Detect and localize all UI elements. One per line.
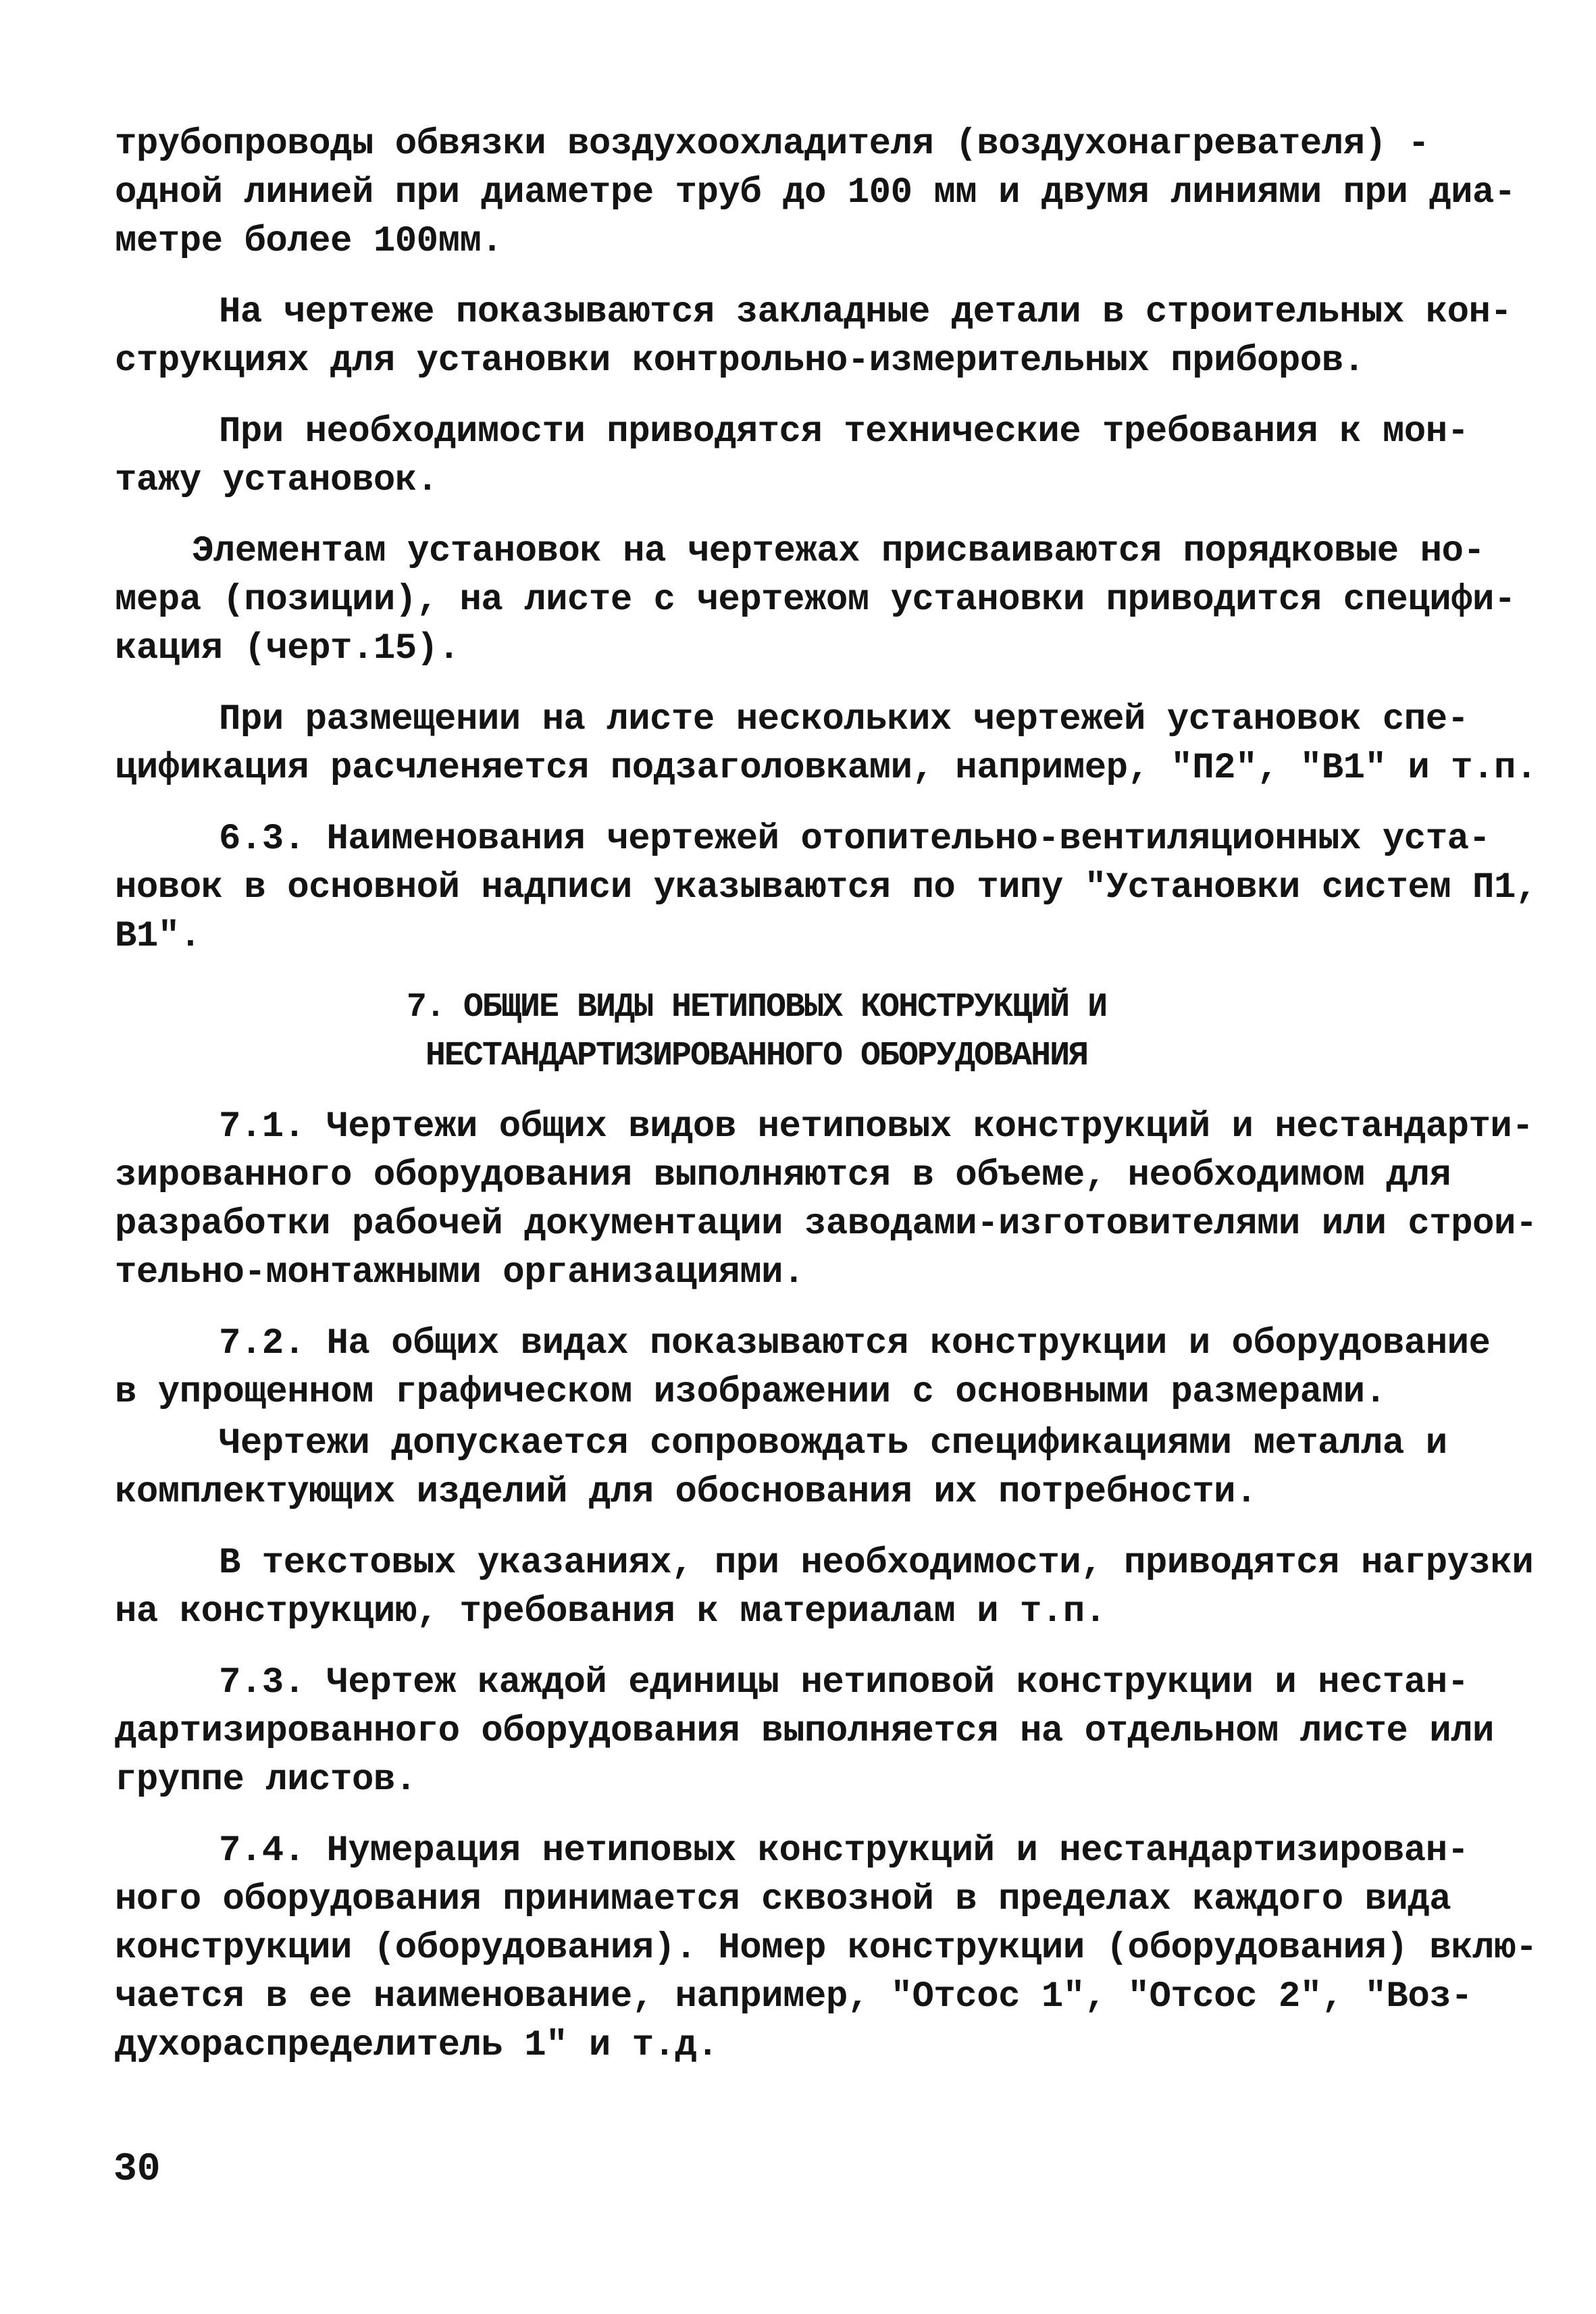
text-line: кация (черт.15). xyxy=(115,628,460,669)
text-line: 7.3. Чертеж каждой единицы нетиповой конструкции и нестан- xyxy=(219,1662,1469,1703)
page-number: 30 xyxy=(113,2148,161,2192)
paragraph xyxy=(115,1103,1537,1297)
text-line: струкциях для установки контрольно-измерительных приборов. xyxy=(115,340,1365,382)
text-line: новок в основной надписи указываются по типу "Установки систем П1, xyxy=(115,867,1537,908)
heading-line: НЕСТАНДАРТИЗИРОВАННОГО ОБОРУДОВАНИЯ xyxy=(425,1037,1088,1075)
paragraph xyxy=(115,288,1512,386)
paragraph xyxy=(115,1539,1534,1637)
text-line: тельно-монтажными организациями. xyxy=(115,1252,804,1293)
text-line: При размещении на листе нескольких чертежей установок спе- xyxy=(219,699,1469,740)
text-line: мера (позиции), на листе с чертежом установки приводится специфи- xyxy=(115,580,1516,621)
text-line: разработки рабочей документации заводами-изготовителями или строи- xyxy=(115,1204,1537,1245)
section-heading xyxy=(115,983,1499,1081)
text-line: Чертежи допускается сопровождать спецификациями металла и xyxy=(219,1423,1447,1464)
text-line: трубопроводы обвязки воздухоохладителя (воздухонагревателя) - xyxy=(115,124,1430,165)
text-line: На чертеже показываются закладные детали в строительных кон- xyxy=(219,292,1512,333)
text-line: духораспределитель 1" и т.д. xyxy=(115,2025,719,2066)
text-line: При необходимости приводятся технические требования к мон- xyxy=(219,411,1469,453)
paragraph xyxy=(115,815,1537,961)
text-line: Элементам установок на чертежах присваиваются порядковые но- xyxy=(192,531,1485,572)
paragraph xyxy=(115,528,1516,673)
text-line: в упрощенном графическом изображении с основными размерами. xyxy=(115,1372,1387,1413)
text-line: метре более 100мм. xyxy=(115,221,503,262)
paragraph xyxy=(115,1320,1499,1417)
text-line: одной линией при диаметре труб до 100 мм и двумя линиями при диа- xyxy=(115,172,1516,213)
text-line: группе листов. xyxy=(115,1759,417,1801)
text-line: на конструкцию, требования к материалам и т.п. xyxy=(115,1591,1106,1632)
text-line: 7.2. На общих видах показываются конструкции и оборудование xyxy=(219,1323,1491,1364)
text-line: чается в ее наименование, например, "Отсос 1", "Отсос 2", "Воз- xyxy=(115,1976,1473,2017)
text-line: В текстовых указаниях, при необходимости, приводятся нагрузки xyxy=(219,1543,1534,1584)
heading-line: 7. ОБЩИЕ ВИДЫ НЕТИПОВЫХ КОНСТРУКЦИЙ И xyxy=(406,988,1107,1027)
text-line: 7.4. Нумерация нетиповых конструкций и нестандартизирован- xyxy=(219,1830,1469,1872)
text-line: В1". xyxy=(115,916,201,957)
text-line: 6.3. Наименования чертежей отопительно-вентиляционных уста- xyxy=(219,819,1491,860)
text-line: тажу установок. xyxy=(115,460,438,501)
paragraph xyxy=(115,120,1516,266)
text-line: цификация расчленяется подзаголовками, например, "П2", "В1" и т.п. xyxy=(115,748,1537,789)
text-line: ного оборудования принимается сквозной в пределах каждого вида xyxy=(115,1879,1451,1920)
paragraph xyxy=(115,408,1499,505)
paragraph xyxy=(115,1420,1499,1517)
text-line: конструкции (оборудования). Номер конструкции (оборудования) вклю- xyxy=(115,1928,1537,1969)
text-line: дартизированного оборудования выполняется на отдельном листе или xyxy=(115,1711,1494,1752)
text-line: зированного оборудования выполняются в объеме, необходимом для xyxy=(115,1155,1451,1196)
paragraph xyxy=(115,1827,1537,2070)
text-line: 7.1. Чертежи общих видов нетиповых конструкций и нестандарти- xyxy=(219,1106,1534,1148)
paragraph xyxy=(115,1659,1499,1805)
text-line: комплектующих изделий для обоснования их потребности. xyxy=(115,1472,1257,1513)
document-body xyxy=(115,120,1537,2092)
paragraph xyxy=(115,696,1537,793)
